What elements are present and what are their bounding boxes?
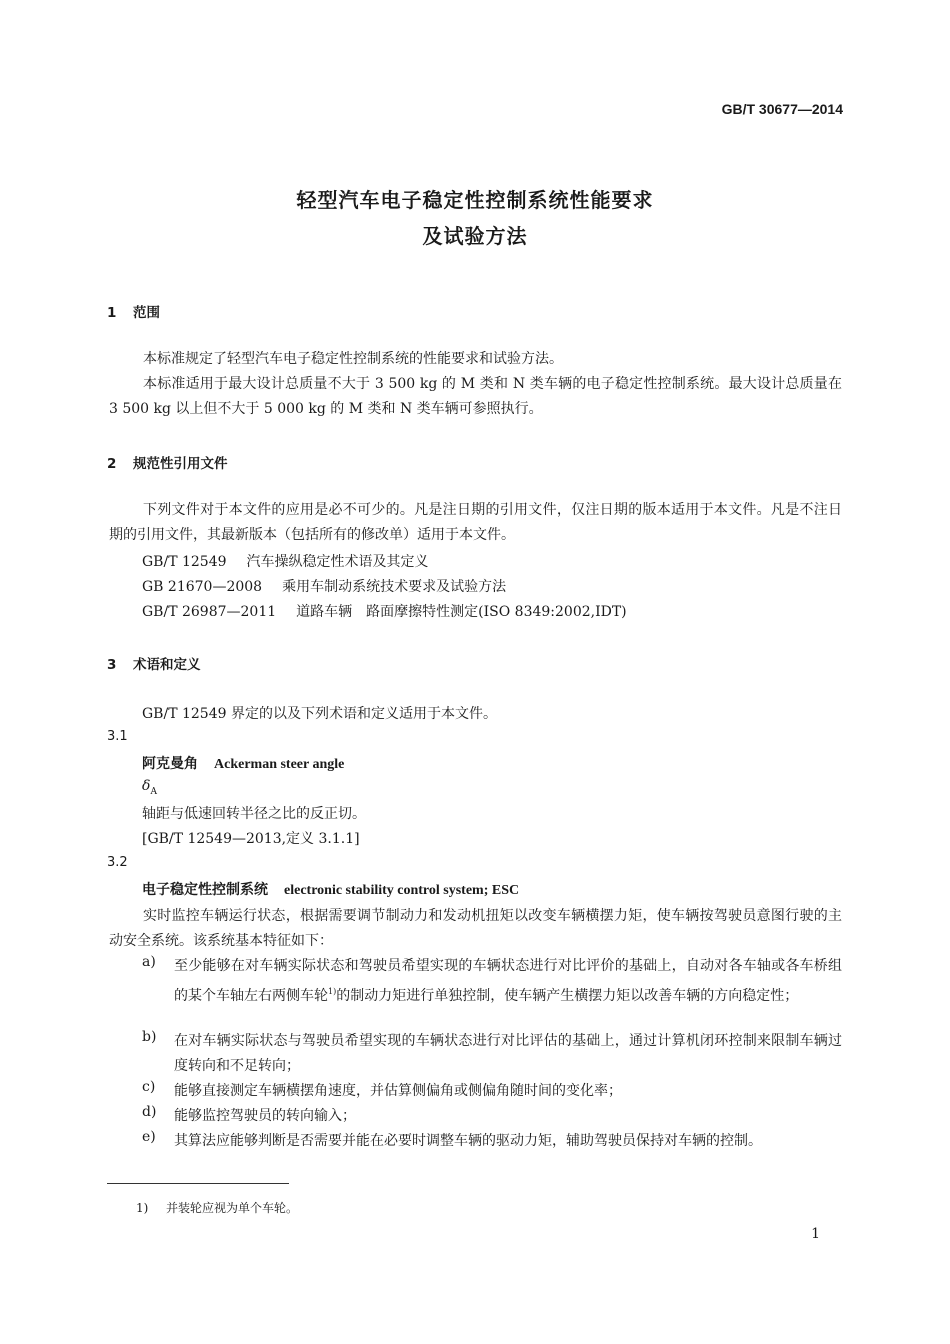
section-3-heading xyxy=(107,653,201,673)
footnote-label: 1) xyxy=(136,1201,149,1215)
section-title: 术语和定义 xyxy=(133,657,201,673)
item-text-part: 的制动力矩进行单独控制，使车辆产生横摆力矩以改善车辆的方向稳定性； xyxy=(336,988,799,1004)
list-item-d: 能够监控驾驶员的转向输入； xyxy=(174,1108,356,1124)
section-title: 范围 xyxy=(133,305,160,321)
list-item-e: 其算法应能够判断是否需要并能在必要时调整车辆的驱动力矩，辅助驾驶员保持对车辆的控制。 xyxy=(174,1133,762,1149)
reference-title: 乘用车制动系统技术要求及试验方法 xyxy=(282,579,507,595)
section-number: 3 xyxy=(107,657,117,673)
reference-code: GB/T 26987—2011 xyxy=(142,604,277,620)
list-item-label: a) xyxy=(142,954,156,970)
term-3-2-name xyxy=(142,879,519,899)
term-3-1-name xyxy=(142,753,344,773)
reference-code: GB 21670—2008 xyxy=(142,579,263,595)
reference-1 xyxy=(142,551,429,571)
reference-title: 道路车辆 路面摩擦特性测定(ISO 8349:2002,IDT) xyxy=(296,604,627,620)
section-2-paragraph: 下列文件对于本文件的应用是必不可少的。凡是注日期的引用文件，仅注日期的版本适用于本文件。凡是不注日期的引用文件，其最新版本（包括所有的修改单）适用于本文件。 xyxy=(109,502,842,543)
item-text-part: 至少能够在对车辆实际状态和驾驶员希望实现的车辆状态进行对比评价的基础上，自动对各车轴或各车桥组的某个车轴左右两侧车轮 xyxy=(174,958,842,1004)
list-item-c: 能够直接测定车辆横摆角速度，并估算侧偏角或侧偏角随时间的变化率； xyxy=(174,1083,622,1099)
footnote-text: 并装轮应视为单个车轮。 xyxy=(166,1201,299,1215)
footnote xyxy=(136,1199,298,1216)
term-3-1-definition: 轴距与低速回转半径之比的反正切。 xyxy=(142,806,366,822)
page-number: 1 xyxy=(811,1226,820,1242)
term-number: 3.1 xyxy=(107,729,128,744)
section-1-paragraph-1: 本标准规定了轻型汽车电子稳定性控制系统的性能要求和试验方法。 xyxy=(143,351,563,367)
term-3-1-source: [GB/T 12549—2013,定义 3.1.1] xyxy=(142,831,360,847)
symbol-delta: δ xyxy=(142,778,151,794)
section-title: 规范性引用文件 xyxy=(133,456,228,472)
reference-3 xyxy=(142,601,627,621)
list-item-a xyxy=(174,954,842,1009)
list-item-label: e) xyxy=(142,1129,156,1145)
term-number: 3.2 xyxy=(107,855,128,870)
footnote-ref: 1) xyxy=(328,987,337,996)
section-1-heading xyxy=(107,301,160,321)
footnote-divider xyxy=(107,1183,289,1184)
section-number: 1 xyxy=(107,305,117,321)
list-item-b: 在对车辆实际状态与驾驶员希望实现的车辆状态进行对比评估的基础上，通过计算机闭环控制来限制车辆过度转向和不足转向； xyxy=(174,1033,842,1074)
symbol-subscript: A xyxy=(150,786,157,797)
term-zh: 阿克曼角 xyxy=(142,756,198,772)
document-title-line2: 及试验方法 xyxy=(422,224,528,248)
term-symbol xyxy=(142,778,157,797)
term-zh: 电子稳定性控制系统 xyxy=(142,882,268,898)
term-en: Ackerman steer angle xyxy=(214,757,345,772)
reference-code: GB/T 12549 xyxy=(142,554,227,570)
reference-2 xyxy=(142,576,506,596)
list-item-label: d) xyxy=(142,1104,157,1120)
section-1-paragraph-2: 本标准适用于最大设计总质量不大于 3 500 kg 的 M 类和 N 类车辆的电子稳定性控制系统。最大设计总质量在 3 500 kg 以上但不大于 5 000 kg 的 M 类和 N 类车辆可参照执行。 xyxy=(109,376,842,417)
list-item-label: b) xyxy=(142,1029,157,1045)
reference-title: 汽车操纵稳定性术语及其定义 xyxy=(246,554,429,570)
standard-code: GB/T 30677—2014 xyxy=(721,101,843,117)
term-en: electronic stability control system; ESC xyxy=(284,883,520,898)
term-3-2-definition: 实时监控车辆运行状态，根据需要调节制动力和发动机扭矩以改变车辆横摆力矩，使车辆按驾驶员意图行驶的主动安全系统。该系统基本特征如下： xyxy=(109,908,842,949)
list-item-label: c) xyxy=(142,1079,156,1095)
section-2-heading xyxy=(107,452,228,472)
section-number: 2 xyxy=(107,456,117,472)
section-3-intro: GB/T 12549 界定的以及下列术语和定义适用于本文件。 xyxy=(142,706,497,722)
document-title-line1: 轻型汽车电子稳定性控制系统性能要求 xyxy=(296,188,654,212)
